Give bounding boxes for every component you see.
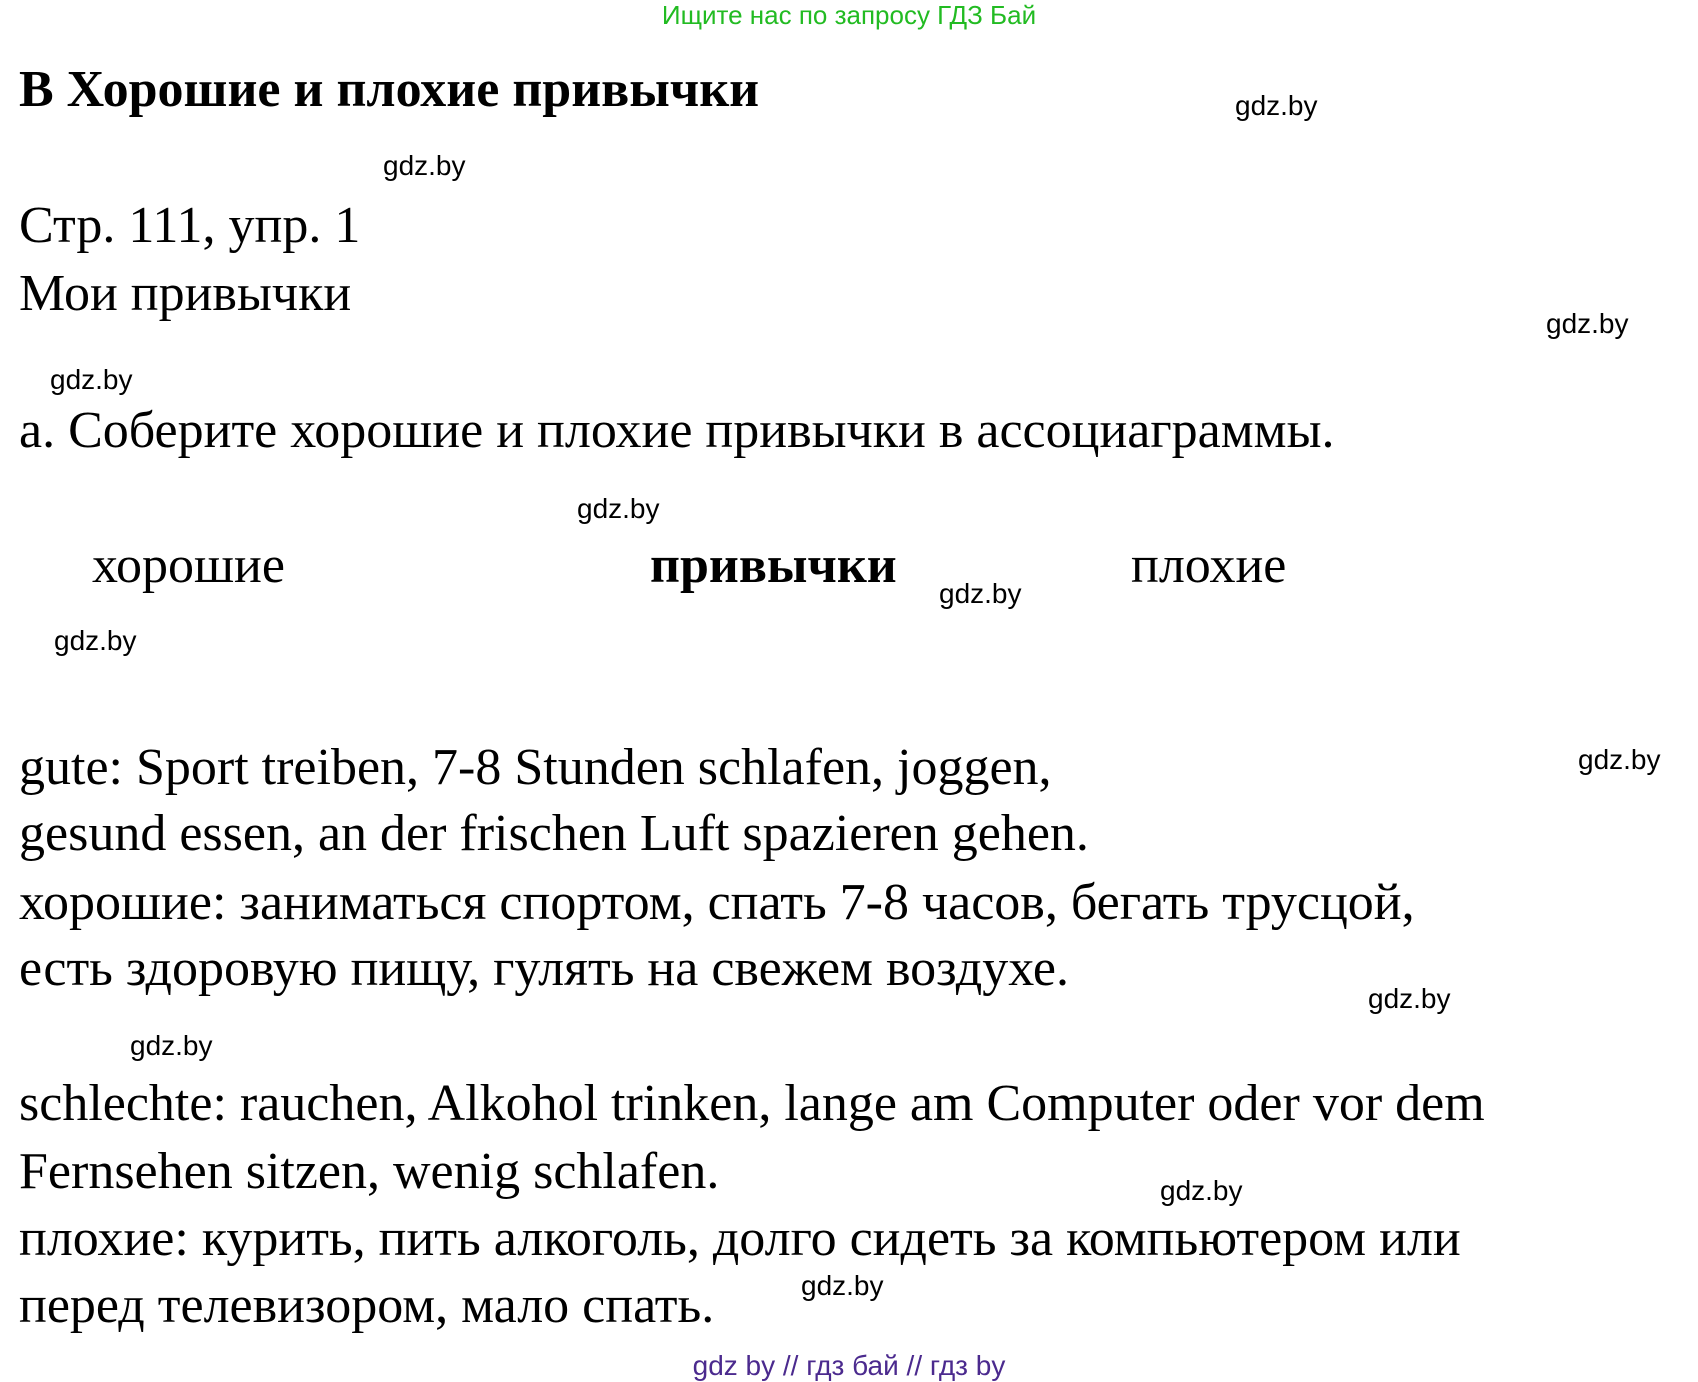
answer-bad-de-line-1: schlechte: rauchen, Alkohol trinken, lange am Computer oder vor dem (19, 1075, 1485, 1132)
task-instruction: а. Соберите хорошие и плохие привычки в ассоциаграммы. (19, 402, 1335, 459)
watermark: gdz.by (1160, 1175, 1243, 1206)
watermark: gdz.by (50, 364, 133, 395)
answer-bad-ru-line-1: плохие: курить, пить алкоголь, долго сидеть за компьютером или (19, 1210, 1461, 1267)
watermark: gdz.by (577, 493, 660, 524)
exercise-topic: Мои привычки (19, 265, 352, 322)
watermark: gdz.by (939, 578, 1022, 609)
footer-links[interactable]: gdz by // гдз бай // гдз by (692, 1350, 1006, 1381)
watermark: gdz.by (130, 1030, 213, 1061)
answer-good-de-line-1: gute: Sport treiben, 7-8 Stunden schlafen, joggen, (19, 739, 1052, 796)
diagram-good-label: хорошие (92, 537, 285, 594)
watermark: gdz.by (1235, 90, 1318, 121)
answer-bad-de-line-2: Fernsehen sitzen, wenig schlafen. (19, 1143, 720, 1200)
watermark: gdz.by (1546, 308, 1629, 339)
watermark: gdz.by (1578, 744, 1661, 775)
search-hint-link[interactable]: Ищите нас по запросу ГДЗ Бай (661, 0, 1037, 30)
watermark: gdz.by (54, 625, 137, 656)
page-reference: Стр. 111, упр. 1 (19, 197, 361, 254)
answer-good-ru-line-2: есть здоровую пищу, гулять на свежем воздухе. (19, 940, 1070, 997)
watermark: gdz.by (801, 1270, 884, 1301)
answer-good-de-line-2: gesund essen, an der frischen Luft spazieren gehen. (19, 805, 1089, 862)
watermark: gdz.by (1368, 983, 1451, 1014)
section-title: В Хорошие и плохие привычки (19, 61, 760, 118)
answer-good-ru-line-1: хорошие: заниматься спортом, спать 7-8 часов, бегать трусцой, (19, 874, 1415, 931)
diagram-bad-label: плохие (1131, 537, 1287, 594)
answer-bad-ru-line-2: перед телевизором, мало спать. (19, 1277, 715, 1334)
watermark: gdz.by (383, 150, 466, 181)
diagram-center-label: привычки (650, 537, 897, 594)
